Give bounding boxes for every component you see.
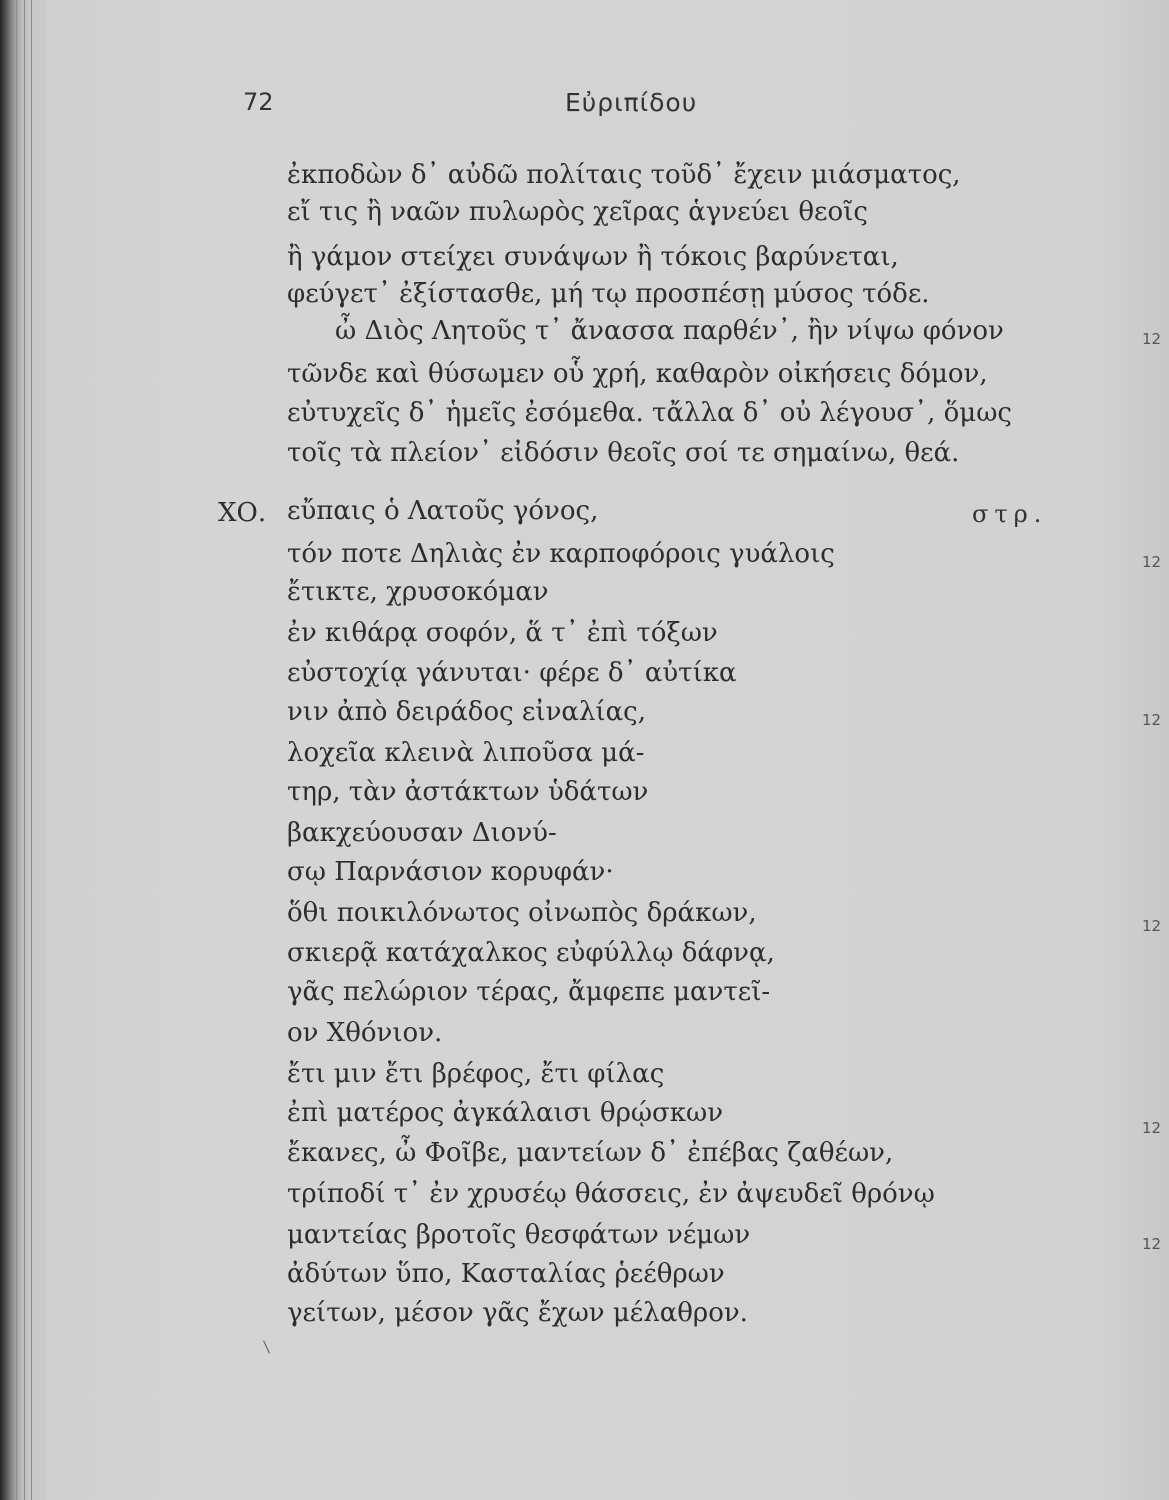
line-number: 12 bbox=[1142, 330, 1162, 348]
verse-line: ον Χθόνιον. bbox=[287, 1018, 443, 1048]
book-binding bbox=[0, 0, 46, 1500]
verse-line: γείτων, μέσον γᾶς ἔχων μέλαθρον. bbox=[287, 1298, 748, 1328]
verse-line: ὦ Διὸς Λητοῦς τ᾽ ἄνασσα παρθέν᾽, ἢν νίψω φόνον bbox=[335, 316, 1004, 346]
page-number: 72 bbox=[243, 88, 274, 116]
verse-line: ἐκποδὼν δ᾽ αὐδῶ πολίταις τοῦδ᾽ ἔχειν μιάσματος, bbox=[287, 160, 961, 190]
verse-line: ὅθι ποικιλόνωτος οἰνωπὸς δράκων, bbox=[287, 898, 757, 928]
verse-line: εὐτυχεῖς δ᾽ ἡμεῖς ἐσόμεθα. τἄλλα δ᾽ οὐ λέγουσ᾽, ὅμως bbox=[287, 398, 1012, 428]
line-number: 12 bbox=[1142, 553, 1162, 571]
verse-line: τοῖς τὰ πλείον᾽ εἰδόσιν θεοῖς σοί τε σημαίνω, θεά. bbox=[287, 438, 960, 468]
verse-line: τρίποδί τ᾽ ἐν χρυσέῳ θάσσεις, ἐν ἀψευδεῖ θρόνῳ bbox=[287, 1179, 935, 1209]
verse-line: νιν ἀπὸ δειράδος εἰναλίας, bbox=[287, 697, 647, 727]
verse-line: λοχεῖα κλεινὰ λιποῦσα μά- bbox=[287, 738, 645, 768]
running-head: Εὐριπίδου bbox=[565, 88, 698, 117]
line-number: 12 bbox=[1142, 917, 1162, 935]
verse-line: μαντείας βροτοῖς θεσφάτων νέμων bbox=[287, 1220, 751, 1250]
stray-ink-mark bbox=[263, 1340, 270, 1353]
speaker-label: ΧΟ. bbox=[218, 498, 267, 528]
verse-line: ἀδύτων ὕπο, Κασταλίας ῥεέθρων bbox=[287, 1259, 725, 1289]
verse-line: τόν ποτε Δηλιὰς ἐν καρποφόροις γυάλοις bbox=[287, 539, 835, 569]
verse-line: εἴ τις ἢ ναῶν πυλωρὸς χεῖρας ἁγνεύει θεοῖς bbox=[287, 197, 868, 227]
strophe-label: στρ. bbox=[972, 500, 1048, 528]
verse-line: σῳ Παρνάσιον κορυφάν· bbox=[287, 857, 614, 887]
verse-line: γᾶς πελώριον τέρας, ἄμφεπε μαντεῖ- bbox=[287, 977, 771, 1007]
verse-line: εὔπαις ὁ Λατοῦς γόνος, bbox=[287, 496, 599, 526]
verse-line: εὐστοχίᾳ γάνυται· φέρε δ᾽ αὐτίκα bbox=[287, 658, 737, 688]
verse-line: βακχεύουσαν Διονύ- bbox=[287, 818, 557, 848]
verse-line: ἢ γάμον στείχει συνάψων ἢ τόκοις βαρύνεται, bbox=[287, 242, 899, 272]
verse-line: τηρ, τὰν ἀστάκτων ὑδάτων bbox=[287, 777, 649, 807]
verse-line: ἐπὶ ματέρος ἀγκάλαισι θρῴσκων bbox=[287, 1098, 724, 1128]
verse-line: ἔκανες, ὦ Φοῖβε, μαντείων δ᾽ ἐπέβας ζαθέων, bbox=[287, 1138, 894, 1168]
verse-line: ἐν κιθάρᾳ σοφόν, ἅ τ᾽ ἐπὶ τόξων bbox=[287, 618, 718, 648]
verse-line: τῶνδε καὶ θύσωμεν οὗ χρή, καθαρὸν οἰκήσεις δόμον, bbox=[287, 359, 988, 389]
line-number: 12 bbox=[1142, 1235, 1162, 1253]
line-number: 12 bbox=[1142, 1119, 1162, 1137]
verse-line: ἔτικτε, χρυσοκόμαν bbox=[287, 577, 549, 607]
verse-line: ἔτι μιν ἔτι βρέφος, ἔτι φίλας bbox=[287, 1059, 665, 1089]
verse-line: σκιερᾷ κατάχαλκος εὐφύλλῳ δάφνᾳ, bbox=[287, 938, 775, 968]
line-number: 12 bbox=[1142, 711, 1162, 729]
verse-line: φεύγετ᾽ ἐξίστασθε, μή τῳ προσπέσῃ μύσος τόδε. bbox=[287, 279, 930, 309]
